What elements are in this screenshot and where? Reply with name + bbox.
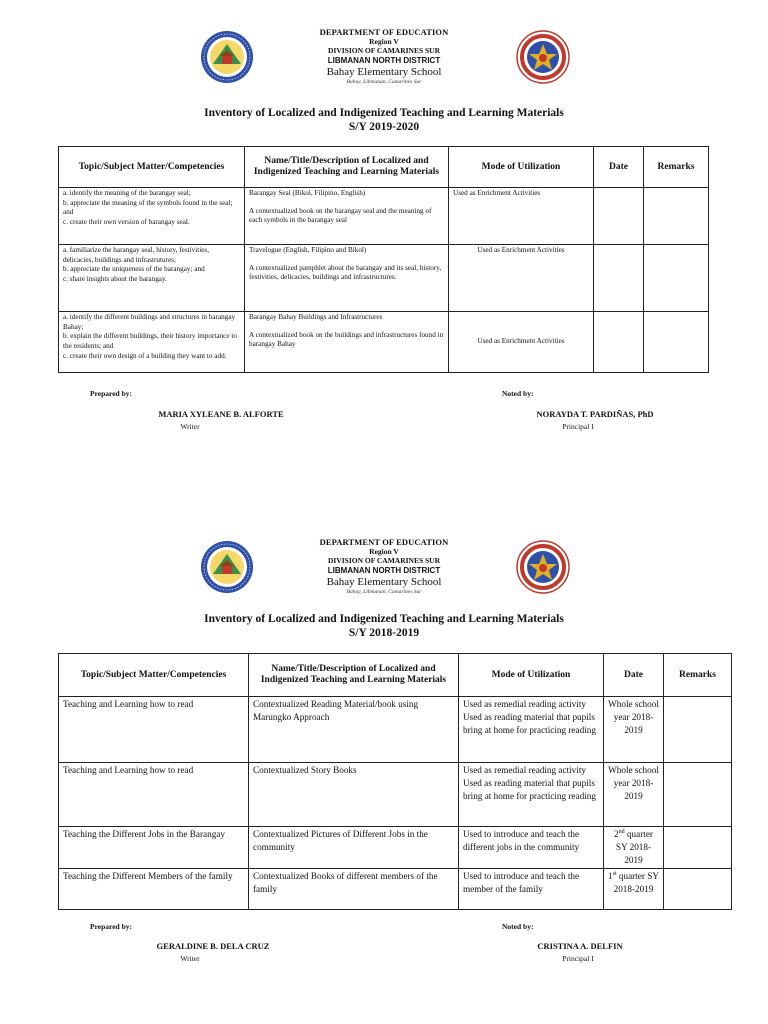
noted-by-role: Principal I [562,422,594,431]
remarks-cell [664,868,732,909]
date-cell [594,245,644,312]
letterhead [0,28,768,85]
topic-cell: Teaching the Different Jobs in the Barangay [59,827,249,869]
prepared-by-name: MARIA XYLEANE B. ALFORTE [158,409,284,419]
date-text: quarter SY 2018-2019 [615,829,653,865]
division-name: DIVISION OF CAMARINES SUR [327,46,441,55]
district-name: LIBMANAN NORTH DISTRICT [327,55,441,65]
date-ordinal: nd [618,828,625,835]
department-name: DEPARTMENT OF EDUCATION [319,27,449,37]
header-mode: Mode of Utilization [449,147,594,188]
topic-cell: Teaching and Learning how to read [59,697,249,763]
department-name: DEPARTMENT OF EDUCATION [319,537,449,547]
school-name: Bahay Elementary School [326,575,442,588]
noted-by-label: Noted by: [502,922,534,931]
inventory-table [58,146,709,373]
competency-item: c. create their own version of barangay seal. [63,218,190,227]
header-name: Name/Title/Description of Localized and Indigenized Teaching and Learning Materials [245,147,449,188]
mode-cell: Used as Enrichment Activities [449,188,594,245]
prepared-by-name: GERALDINE B. DELA CRUZ [156,941,270,951]
header-remarks: Remarks [644,147,709,188]
inventory-2019-2020 [0,0,768,470]
table-row [59,763,732,827]
prepared-by-role: Writer [180,422,200,431]
title-text: Inventory of Localized and Indigenized Teaching and Learning Materials [204,107,564,119]
noted-by-role: Principal I [562,954,594,963]
competency-item: c. share insights about the barangay. [63,275,167,284]
topic-cell: Teaching the Different Members of the family [59,868,249,909]
remarks-cell [664,697,732,763]
date-cell [594,312,644,373]
material-cell: Contextualized Books of different members of the family [249,868,459,909]
date-number: 2 [614,829,619,839]
material-title: Barangay Bahay Buildings and Infrastructures [249,313,383,321]
remarks-cell [664,763,732,827]
mode-cell: Used to introduce and teach the member of the family [459,868,604,909]
document-title [0,106,768,135]
prepared-by-label: Prepared by: [90,922,133,931]
competency-item: b. explain the different buildings, their history importance to the residents; and [63,332,237,351]
competency-item: a. identify the different buildings and structures in barangay Bahay; [63,313,236,331]
topic-cell [59,245,245,312]
header-topic: Topic/Subject Matter/Competencies [59,654,249,697]
material-cell: Contextualized Pictures of Different Jobs in the community [249,827,459,869]
header-name: Name/Title/Description of Localized and Indigenized Teaching and Learning Materials [249,654,459,697]
topic-cell [59,312,245,373]
mode-item: Used as remedial reading activity [463,765,586,775]
mode-cell: Used as Enrichment Activities [449,245,594,312]
remarks-cell [664,827,732,869]
material-cell: Contextualized Reading Material/book using Marungko Approach [249,697,459,763]
remarks-cell [644,312,709,373]
table-header-row [59,147,709,188]
mode-item: Used as remedial reading activity [463,699,586,709]
material-cell [245,312,449,373]
mode-item: Used as reading material that pupils bring at home for practicing reading [463,777,596,801]
material-description: A contextualized book on the buildings and infrastructures found in barangay Bahay [249,330,444,349]
table-row [59,188,709,245]
inventory-2018-2019 [0,510,768,990]
remarks-cell [644,245,709,312]
table-header-row [59,654,732,697]
mode-cell: Used to introduce and teach the different jobs in the community [459,827,604,869]
material-cell [245,188,449,245]
material-cell: Contextualized Story Books [249,763,459,827]
noted-by-name: CRISTINA A. DELFIN [537,941,623,951]
noted-by-name: NORAYDA T. PARDIÑAS, PhD [536,409,654,419]
prepared-by-label: Prepared by: [90,389,133,398]
division-name: DIVISION OF CAMARINES SUR [327,556,441,565]
date-cell [604,868,664,909]
competency-item: b. appreciate the uniqueness of the barangay; and [63,265,205,274]
title-text: Inventory of Localized and Indigenized Teaching and Learning Materials [204,613,564,625]
table-row [59,312,709,373]
region-name: Region V [369,546,399,556]
school-name: Bahay Elementary School [326,65,442,78]
header-mode: Mode of Utilization [459,654,604,697]
competency-item: a. identify the meaning of the barangay seal; [63,189,191,197]
table-row [59,697,732,763]
topic-cell [59,188,245,245]
date-cell [594,188,644,245]
material-description: A contextualized pamphlet about the barangay and its seal, history, festivities, delicacies, buildings and infrastructures. [249,263,442,282]
mode-cell [459,697,604,763]
letterhead [0,538,768,595]
region-name: Region V [369,36,399,46]
date-cell: Whole school year 2018-2019 [604,697,664,763]
date-number: 1 [608,870,613,881]
table-row [59,245,709,312]
material-title: Barangay Seal (Bikol, Filipino, English) [249,189,366,197]
date-cell: Whole school year 2018-2019 [604,763,664,827]
date-ordinal: st [612,870,617,877]
competency-item: a. familiarize the barangay seal, history, festivities, delicacies, buildings and infrastrutures; [63,246,210,264]
mode-cell: Used as Enrichment Activities [449,312,594,373]
header-topic: Topic/Subject Matter/Competencies [59,147,245,188]
material-description: A contextualized book on the barangay seal and the meaning of each symbols in the barangay seal [249,206,432,225]
prepared-by-role: Writer [180,954,200,963]
document-title [0,612,768,641]
table-row [59,868,732,909]
header-date: Date [604,654,664,697]
header-remarks: Remarks [664,654,732,697]
inventory-table [58,653,732,910]
district-name: LIBMANAN NORTH DISTRICT [327,565,441,575]
mode-cell [459,763,604,827]
school-address: Bahay, Libmanan, Camarines Sur [346,588,422,595]
noted-by-label: Noted by: [502,389,534,398]
table-row [59,827,732,869]
topic-cell: Teaching and Learning how to read [59,763,249,827]
header-date: Date [594,147,644,188]
school-year: S/Y 2018-2019 [348,627,420,640]
date-cell [604,827,664,869]
competency-item: b. appreciate the meaning of the symbols found in the seal; and [63,198,233,217]
material-title: Travelogue (English, Filipino and Bikol) [249,246,367,254]
material-cell [245,245,449,312]
mode-item: Used as reading material that pupils bring at home for practicing reading [463,711,596,735]
remarks-cell [644,188,709,245]
school-address: Bahay, Libmanan, Camarines Sur [346,78,422,85]
competency-item: c. create their own design of a building they want to add. [63,351,227,360]
school-year: S/Y 2019-2020 [348,121,420,134]
date-text: quarter SY 2018-2019 [613,870,659,894]
